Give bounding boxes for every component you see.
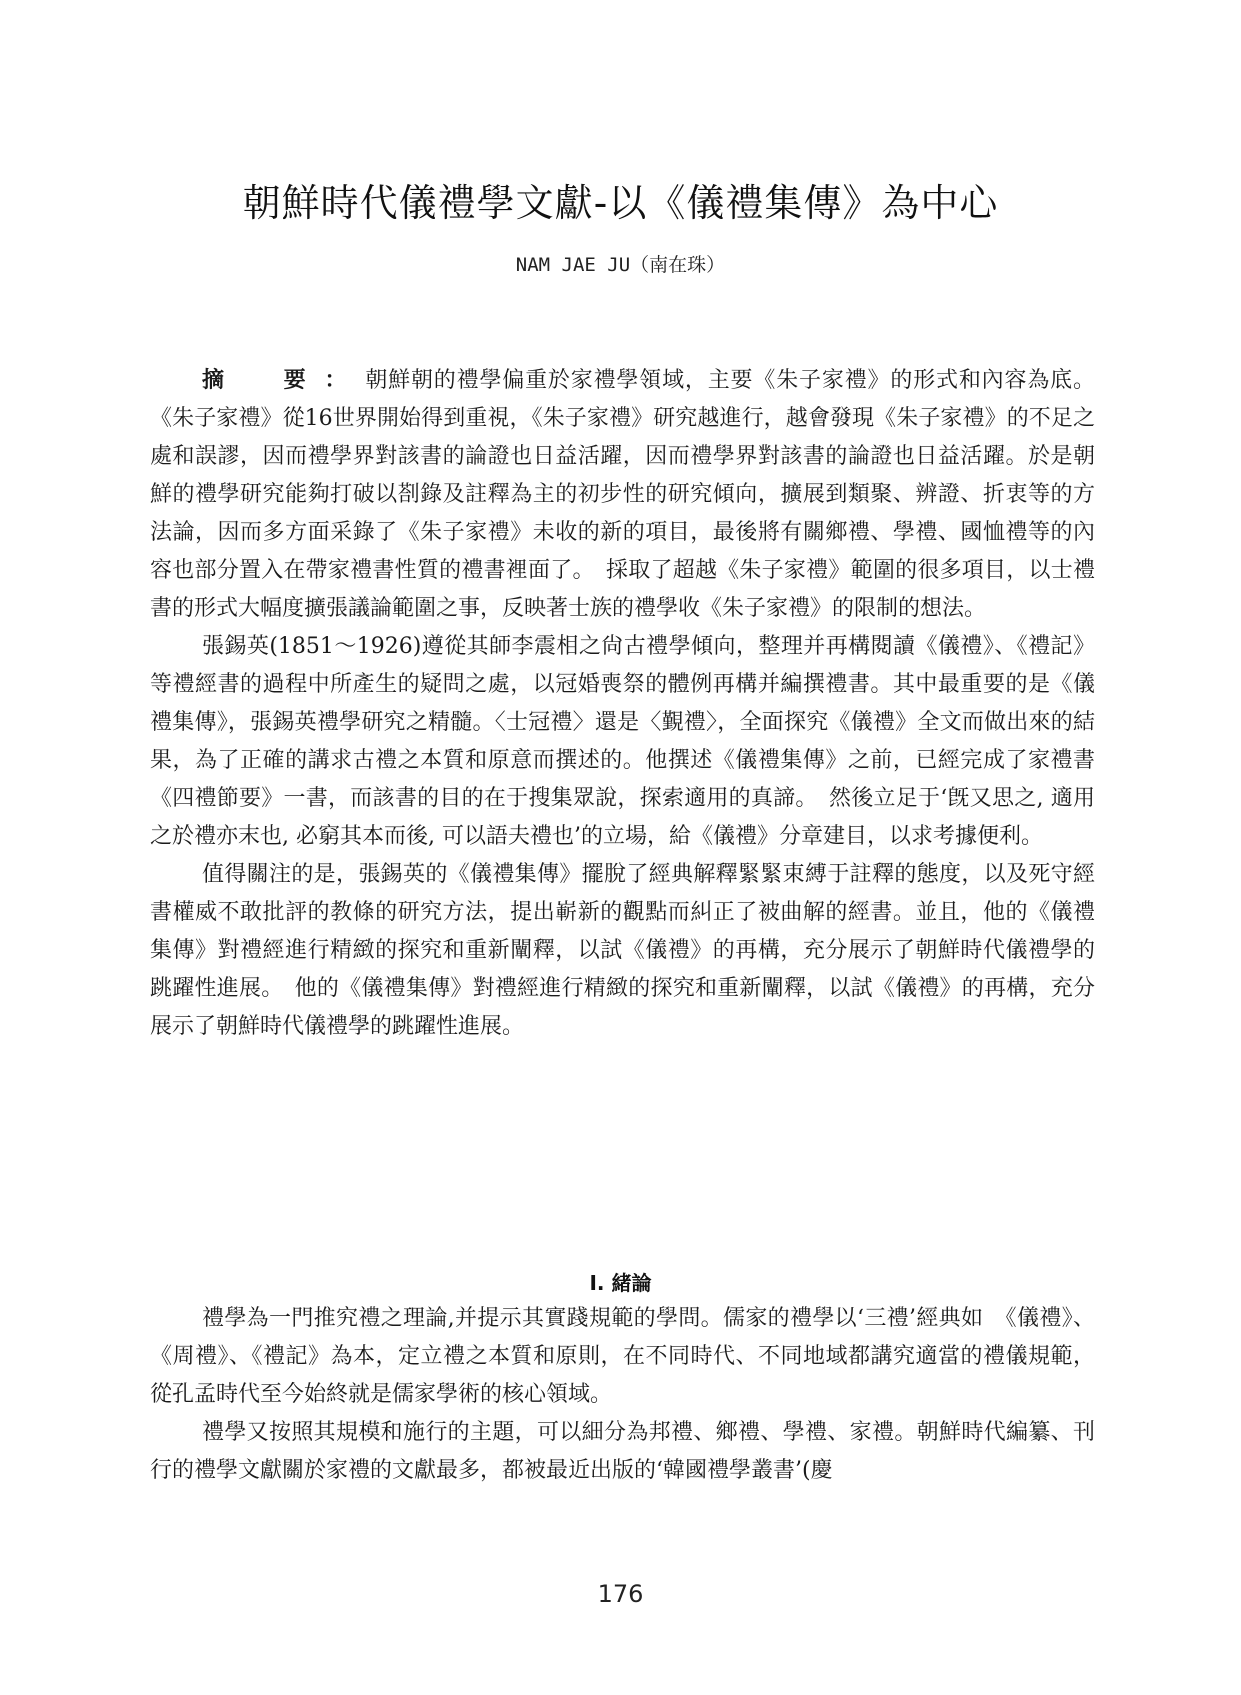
author-line: NAM JAE JU（南在珠）: [515, 254, 726, 276]
introduction-section: [150, 1300, 1095, 1490]
abstract: [150, 362, 1095, 1046]
section-heading: Ⅰ. 緒論: [589, 1271, 652, 1295]
abstract-paragraph-text: 朝鮮朝的禮學偏重於家禮學領域，主要《朱子家禮》的形式和內容為底。《朱子家禮》從16世界開始得到重視，《朱子家禮》研究越進行，越會發現《朱子家禮》的不足之處和誤謬，因而禮學界對該書的論證也日益活躍，因而禮學界對該書的論證也日益活躍。於是朝鮮的禮學研究能夠打破以剳錄及註釋為主的初步性的研究傾向，擴展到類聚、辨證、折衷等的方法論，因而多方面采錄了《朱子家禮》未收的新的項目，最後將有關鄉禮、學禮、國恤禮等的內容也部分置入在帶家禮書性質的禮書裡面了。 採取了超越《朱子家禮》範圍的很多項目，以士禮書的形式大幅度擴張議論範圍之事，反映著士族的禮學收《朱子家禮》的限制的想法。: [150, 368, 1095, 621]
page-number: 176: [597, 1580, 644, 1608]
abstract-paragraph: 值得關注的是，張錫英的《儀禮集傳》擺脫了經典解釋緊緊束縛于註釋的態度，以及死守經書權威不敢批評的教條的研究方法，提出嶄新的觀點而糾正了被曲解的經書。並且，他的《儀禮集傳》對禮經進行精緻的探究和重新闡釋，以試《儀禮》的再構，充分展示了朝鮮時代儀禮學的跳躍性進展。 他的《儀禮集傳》對禮經進行精緻的探究和重新闡釋，以試《儀禮》的再構，充分展示了朝鮮時代儀禮學的跳躍性進展。: [150, 862, 1095, 1039]
abstract-paragraph: [150, 362, 1095, 628]
paper-title: 朝鮮時代儀禮學文獻-以《儀禮集傳》為中心: [242, 181, 999, 225]
abstract-label: 摘 要：: [202, 368, 366, 393]
body-paragraph: 禮學為一門推究禮之理論,并提示其實踐規範的學問。儒家的禮學以‘三禮’經典如 《儀禮》、《周禮》、《禮記》為本，定立禮之本質和原則，在不同時代、不同地域都講究適當的禮儀規範，從孔孟時代至今始終就是儒家學術的核心領域。: [150, 1306, 1095, 1407]
abstract-paragraph: 張錫英(1851～1926)遵從其師李震相之尙古禮學傾向，整理并再構閱讀《儀禮》、《禮記》等禮經書的過程中所產生的疑問之處，以冠婚喪祭的體例再構并編撰禮書。其中最重要的是《儀禮集傳》，張錫英禮學研究之精髓。〈士冠禮〉還是〈覲禮〉，全面探究《儀禮》全文而做出來的結果，為了正確的講求古禮之本質和原意而撰述的。他撰述《儀禮集傳》之前，已經完成了家禮書《四禮節要》一書，而該書的目的在于搜集眾說，探索適用的真諦。 然後立足于‘旣又思之, 適用之於禮亦末也, 必窮其本而後, 可以語夫禮也’的立場，給《儀禮》分章建目，以求考據便利。: [150, 634, 1095, 849]
body-paragraph: 禮學又按照其規模和施行的主題，可以細分為邦禮、鄉禮、學禮、家禮。朝鮮時代編纂、刊行的禮學文獻關於家禮的文獻最多，都被最近出版的‘韓國禮學叢書’(慶: [150, 1420, 1095, 1483]
